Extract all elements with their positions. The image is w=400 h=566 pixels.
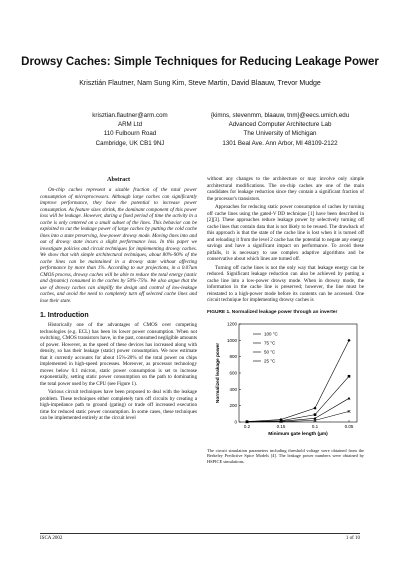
- x-tick-label: 0.2: [243, 423, 251, 429]
- affiliation-address-line2: Cambridge, UK CB1 9NJ: [95, 139, 165, 147]
- figure-title: FIGURE 1. Normalized leakage power through an inverter: [207, 309, 338, 315]
- section-heading-introduction: 1. Introduction: [40, 312, 89, 319]
- x-axis-label: Minimum gate length (µm): [268, 431, 328, 437]
- right-column: [207, 176, 364, 464]
- author-list: Krisztián Flautner, Nam Sung Kim, Steve Martin, David Blaauw, Trevor Mudge: [79, 80, 321, 87]
- series-line: [247, 376, 349, 421]
- data-point: [348, 396, 351, 399]
- y-axis-label: Normalized leakage power: [216, 342, 221, 403]
- intro-paragraph: Various circuit techniques have been proposed to deal with the leakage problem. These techniques either completely turn off circuits by creating a high-impedance path to ground (gating) or trade off increased execution time for reduced static power consumption. In some cases, these techniques can be implemented entirely at the circuit level: [40, 389, 197, 421]
- footer-venue: ISCA 2002: [40, 536, 63, 541]
- affiliation-address-line2: 1301 Beal Ave. Ann Arbor, MI 48109-2122: [222, 139, 338, 147]
- y-tick-label: 400: [229, 386, 237, 392]
- paper-title: Drowsy Caches: Simple Techniques for Reducing Leakage Power: [21, 56, 379, 68]
- affiliation-umich: [205, 111, 355, 148]
- data-point: [313, 406, 316, 409]
- body-paragraph: Approaches for reducing static power consumption of caches by turning off cache lines using the gated-V DD technique [1] have been described in [2][3]. These approaches reduce leakage power by selectively turning off cache lines that contain data that is not likely to be reused. The drawback of this approach is that the state of the cache line is lost when it is turned off and reloading it from the level 2 cache has the potential to negate any energy savings and have a significant impact on performance. To avoid these pitfalls, it is necessary to use complex adaptive algorithms and be conservative about which lines are turned off.: [207, 204, 364, 262]
- data-point: [348, 374, 351, 377]
- affiliation-org: ARM Ltd: [117, 121, 143, 129]
- series-line: [247, 398, 349, 422]
- intro-paragraph: Historically one of the advantages of CMOS over competing technologies (e.g. ECL) has been its lower power consumption. When not switching, CMOS transistors have, in the past, consumed negligible amounts of power. However, as the speed of these devices has increased along with density, so has their leakage (static) power consumption. We now estimate that it currently accounts for about 15%-20% of the total power on chips implemented in high-speed processes. Moreover, as processor technology moves below 0.1 micron, static power consumption is set to increase exponentially, setting static power consumption on the path to dominating the total power used by the CPU (see Figure 1).: [40, 322, 197, 387]
- legend-label: 50 °C: [264, 349, 276, 355]
- affiliation-email: {kimns, stevenmm, blaauw, tnm}@eecs.umich.edu: [210, 112, 350, 119]
- data-point: [347, 338, 350, 341]
- y-tick-label: 1000: [226, 337, 237, 343]
- footer-rule: [40, 533, 360, 534]
- left-column: [40, 176, 197, 424]
- y-tick-label: 800: [229, 353, 237, 359]
- y-tick-label: 1200: [226, 321, 237, 326]
- leakage-power-chart: [207, 318, 364, 446]
- body-paragraph: without any changes to the architecture or may involve only simple architectural modifications. The on-chip caches are one of the main candidates for leakage reduction since they contain a significant fraction of the processor's transistors.: [207, 176, 364, 202]
- affiliation-org: Advanced Computer Architecture Lab: [228, 121, 332, 129]
- affiliation-address-line1: The University of Michigan: [243, 130, 317, 138]
- legend-label: 75 °C: [264, 340, 276, 346]
- series-line: [247, 340, 349, 421]
- legend-label: 25 °C: [264, 358, 276, 364]
- plot-frame: [239, 324, 357, 422]
- footer-page-number: 1 of 10: [345, 536, 360, 541]
- x-tick-label: 0.05: [344, 423, 354, 429]
- affiliation-arm: [55, 111, 205, 148]
- affiliation-address-line1: 110 Fulbourn Road: [103, 130, 157, 138]
- x-tick-label: 0.1: [311, 423, 319, 429]
- abstract-heading: Abstract: [106, 176, 131, 183]
- y-tick-label: 0: [234, 419, 237, 424]
- abstract-text: On-chip caches represent a sizable fraction of the total power consumption of microprocessors. Although large caches can significantly improve performance, they have the potential to increase power consumption. As feature sizes shrink, the dominant component of this power loss will be leakage. However, during a fixed period of time the activity in a cache is only centered on a small subset of the lines. This behavior can be exploited to cut the leakage power of large caches by putting the cold cache lines into a state preserving, low-power drowsy mode. Moving lines into and out of drowsy state incurs a slight performance loss. In this paper we investigate policies and circuit techniques for implementing drowsy caches. We show that with simple architectural techniques, about 80%-90% of the cache lines can be maintained in a drowsy state without affecting performance by more than 1%. According to our projections, in a 0.07um CMOS process, drowsy caches will be able to reduce the total energy (static and dynamic) consumed in the caches by 50%-75%. We also argue that the use of drowsy caches can simplify the design and control of low-leakage caches, and avoid the need to completely turn off selected cache lines and lose their state.: [40, 187, 197, 304]
- y-tick-label: 200: [229, 402, 237, 408]
- affiliation-email: krisztian.flautner@arm.com: [92, 112, 168, 119]
- x-tick-label: 0.15: [276, 423, 286, 429]
- figure-caption: The circuit simulation parameters including threshold voltage were obtained from the Berkeley Predictive Spice Models [4]. The leakage power numbers were obtained by HSPICE simulations.: [207, 447, 364, 464]
- y-tick-label: 600: [229, 370, 237, 375]
- body-paragraph: Turning off cache lines is not the only way that leakage energy can be reduced. Significant leakage reduction can also be achieved by putting a cache line into a low-power drowsy mode. When in drowsy mode, the information in the cache line is preserved; however, the line must be reinstated to a high-power mode before its contents can be accessed. One circuit technique for implementing drowsy caches is: [207, 264, 364, 303]
- series-line: [247, 411, 349, 422]
- legend-label: 100 °C: [264, 331, 278, 337]
- data-point: [314, 413, 317, 416]
